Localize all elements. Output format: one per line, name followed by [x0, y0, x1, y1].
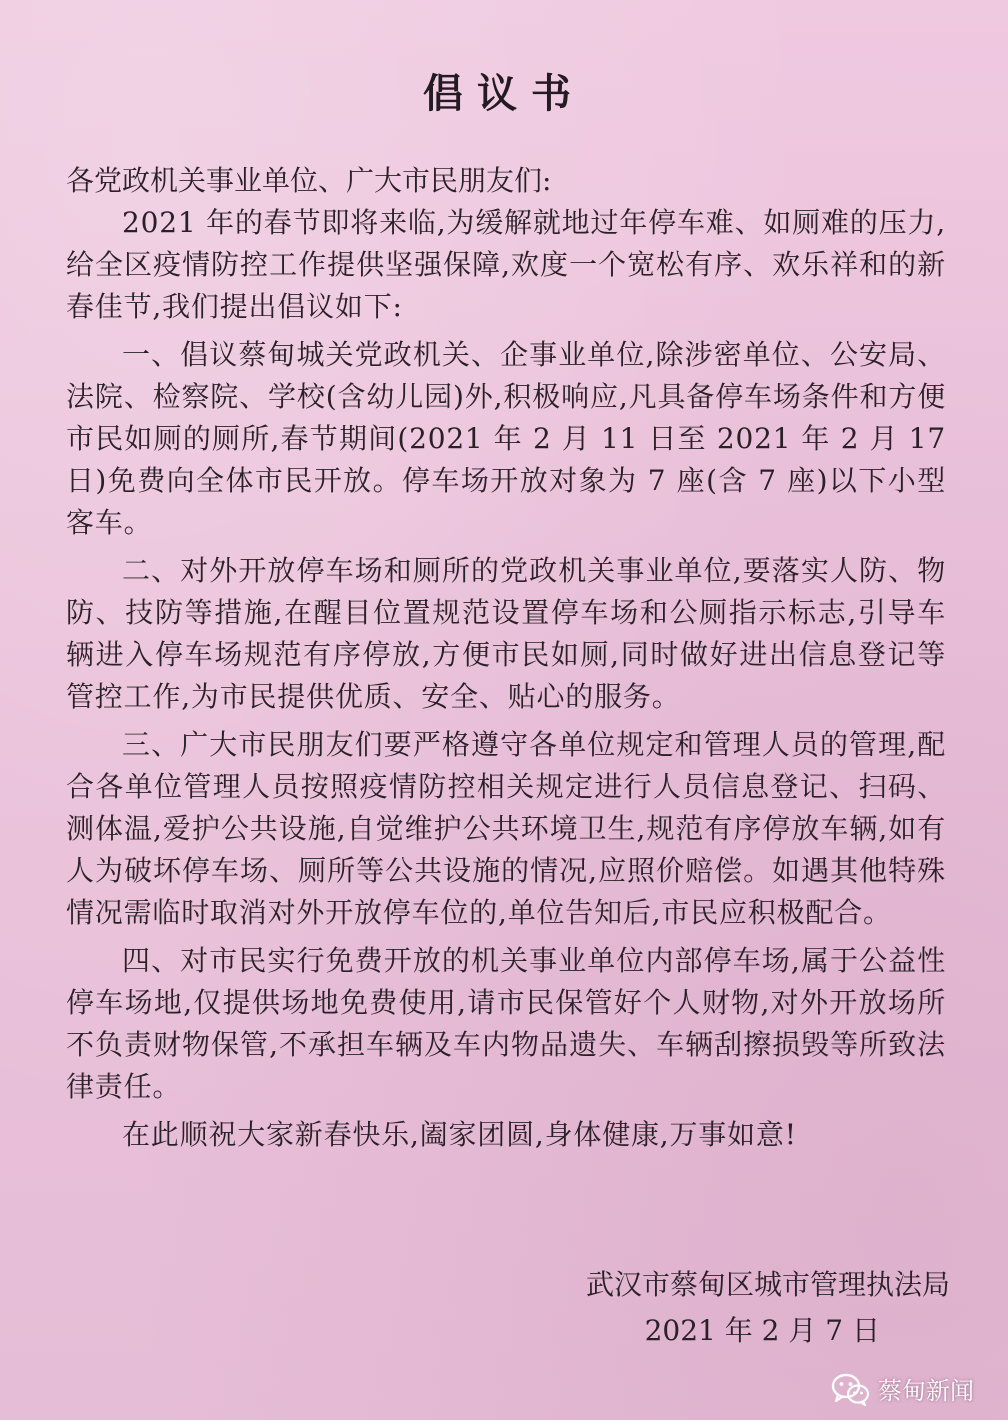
- watermark: [830, 1371, 974, 1406]
- paragraph-item-2: 二、对外开放停车场和厕所的党政机关事业单位,要落实人防、物防、技防等措施,在醒目位置规范设置停车场和公厕指示标志,引导车辆进入停车场规范有序停放,方便市民如厕,同时做好进出信息登记等管控工作,为市民提供优质、安全、贴心的服务。: [66, 554, 946, 713]
- watermark-text: 蔡甸新闻: [878, 1377, 974, 1405]
- wechat-icon: [830, 1372, 870, 1406]
- paragraph-closing: 在此顺祝大家新春快乐,阖家团圆,身体健康,万事如意!: [122, 1118, 797, 1151]
- document-body: [66, 202, 946, 1156]
- paragraph-item-1: 一、倡议蔡甸城关党政机关、企事业单位,除涉密单位、公安局、法院、检察院、学校(含幼儿园)外,积极响应,凡具备停车场条件和方便市民如厕的厕所,春节期间(2021 年 2 月 11 日至 2021 年 2 月 17 日)免费向全体市民开放。停车场开放对象为 7 座(含 7 座)以下小型客车。: [66, 338, 946, 539]
- paragraph-intro: 2021 年的春节即将来临,为缓解就地过年停车难、如厕难的压力,给全区疫情防控工作提供坚强保障,欢度一个宽松有序、欢乐祥和的新春佳节,我们提出倡议如下:: [66, 206, 946, 323]
- signature-date: 2021 年 2 月 7 日: [644, 1314, 880, 1347]
- signature-organization: 武汉市蔡甸区城市管理执法局: [585, 1268, 950, 1301]
- paragraph-item-3: 三、广大市民朋友们要严格遵守各单位规定和管理人员的管理,配合各单位管理人员按照疫情防控相关规定进行人员信息登记、扫码、测体温,爱护公共设施,自觉维护公共环境卫生,规范有序停放车辆,如有人为破坏停车场、厕所等公共设施的情况,应照价赔偿。如遇其他特殊情况需临时取消对外开放停车位的,单位告知后,市民应积极配合。: [66, 728, 946, 929]
- paragraph-item-4: 四、对市民实行免费开放的机关事业单位内部停车场,属于公益性停车场地,仅提供场地免费使用,请市民保管好个人财物,对外开放场所不负责财物保管,不承担车辆及车内物品遗失、车辆刮擦损毁等所致法律责任。: [66, 944, 946, 1103]
- signature-block: [586, 1262, 950, 1354]
- greeting: 各党政机关事业单位、广大市民朋友们:: [66, 164, 552, 197]
- document-title: 倡议书: [423, 71, 585, 117]
